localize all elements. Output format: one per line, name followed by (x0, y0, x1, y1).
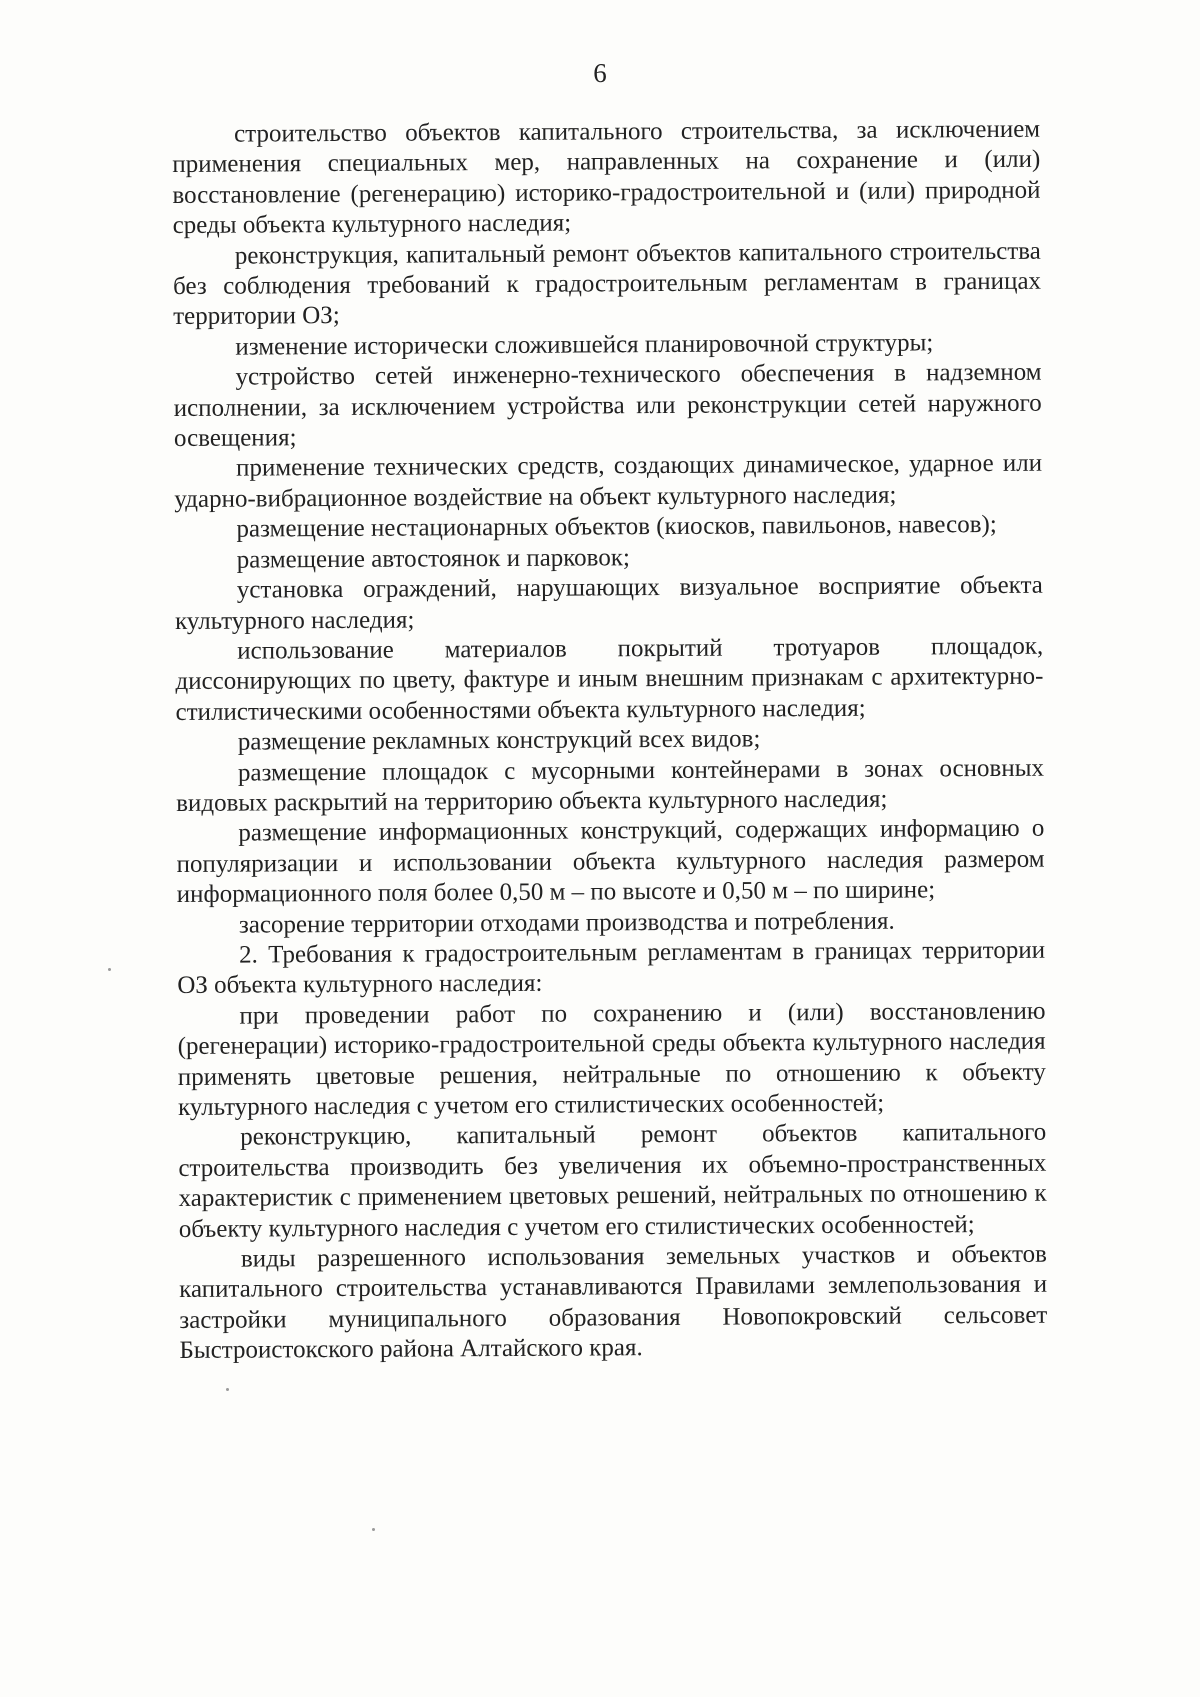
paragraph: устройство сетей инженерно-технического обеспечения в надземном исполнении, за исключением устройства или реконструкции сетей наружного освещения; (173, 358, 1042, 453)
paragraph: размещение рекламных конструкций всех видов; (237, 725, 761, 756)
paragraph: установка ограждений, нарушающих визуальное восприятие объекта культурного наследия; (174, 571, 1043, 635)
paragraph: размещение информационных конструкций, содержащих информацию о популяризации и использовании объекта культурного наследия размером информационного поля более 0,50 м – по высоте и 0,50 м – по ширине; (176, 815, 1045, 909)
paragraph: строительство объектов капитального строительства, за исключением применения специальных мер, направленных на сохранение и (или) восстановление (регенерацию) историко-градостроительной и (или) природной среды объекта культурного наследия; (172, 115, 1041, 240)
scan-speck (108, 968, 111, 971)
paragraph: применение технических средств, создающих динамическое, ударное или ударно-вибрационное воздействие на объект культурного наследия; (174, 450, 1043, 513)
paragraph: размещение нестационарных объектов (киосков, павильонов, навесов); (236, 511, 997, 543)
paragraph: засорение территории отходами производства и потребления. (238, 907, 895, 939)
paragraph: использование материалов покрытий тротуаров площадок, диссонирующих по цвету, фактуре и иным внешним признакам с архитектурно-стилистическими особенностями объекта культурного наследия; (175, 632, 1044, 726)
scan-speck (226, 1388, 229, 1391)
paragraph: размещение площадок с мусорными контейнерами в зонах основных видовых раскрытий на территорию объекта культурного наследия; (176, 754, 1045, 817)
scan-speck (372, 1528, 375, 1531)
paragraph: реконструкцию, капитальный ремонт объектов капитального строительства производить без увеличения их объемно-пространственных характеристик с применением цветовых решений, нейтральных по отношению к объекту культурного наследия с учетом его стилистических особенностей; (178, 1119, 1047, 1243)
paragraph: изменение исторически сложившейся планировочной структуры; (235, 329, 934, 361)
page-number: 6 (593, 58, 607, 88)
paragraph: при проведении работ по сохранению и (или) восстановлению (регенерации) историко-градостроительной среды объекта культурного наследия применять цветовые решения, нейтральные по отношению к объекту культурного наследия с учетом его стилистических особенностей; (177, 997, 1046, 1121)
paragraph: реконструкция, капитальный ремонт объектов капитального строительства без соблюдения требований к градостроительным регламентам в границах территории ОЗ; (172, 237, 1042, 331)
paragraph: виды разрешенного использования земельных участков и объектов капитального строительства устанавливаются Правилами землепользования и застройки муниципального образования Новопокровский сельсовет Быстроистокского района Алтайского края. (179, 1240, 1048, 1365)
paragraph: размещение автостоянок и парковок; (236, 543, 630, 574)
document-body (172, 115, 1048, 1367)
paragraph: 2. Требования к градостроительным регламентам в границах территории ОЗ объекта культурного наследия: (177, 936, 1046, 1000)
